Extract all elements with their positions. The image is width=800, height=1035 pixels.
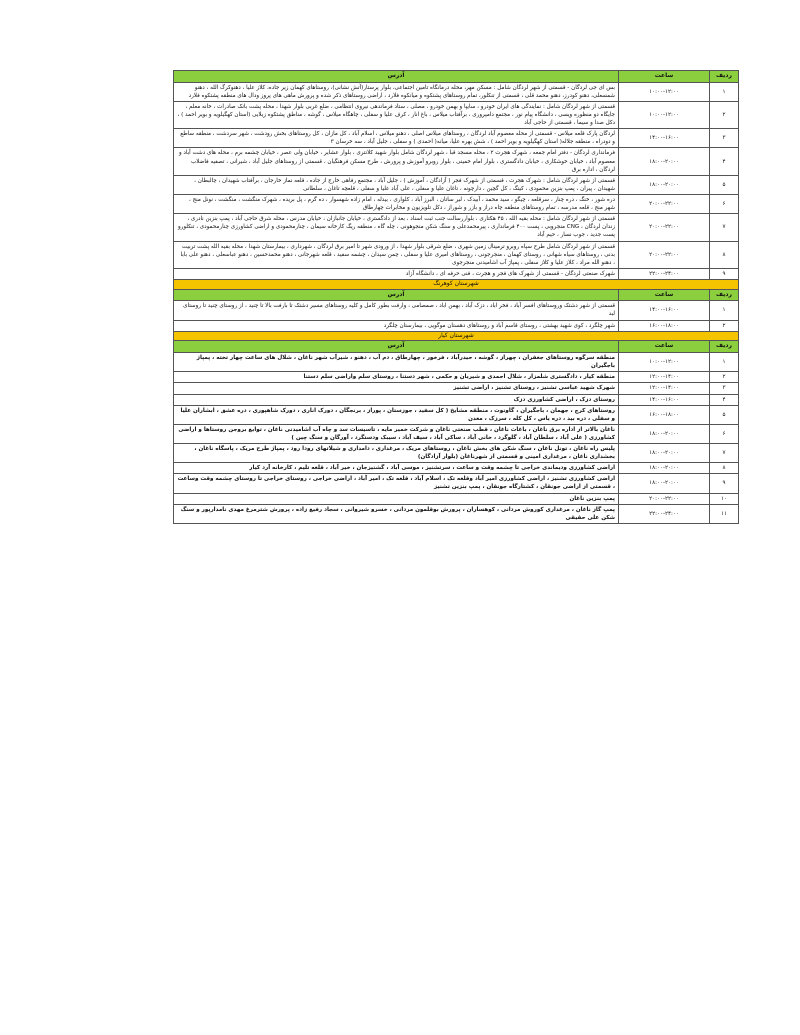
row-time: ۱۸:۰۰-۲۰:۰۰ xyxy=(619,444,710,463)
row-index: ۴ xyxy=(710,148,739,175)
row-address: پمپ گاز ناغان ، مرغداری کوروش مردانی ، کوهساران ، پرورش بوقلمون مردانی ، خسرو شیروانی ، سجاد رفیع زاده ، پرورش شترمرغ مهدی نامدارپور و سنگ شکن علی حقیقی xyxy=(174,504,619,523)
table-row xyxy=(174,474,739,493)
row-time: ۲۲:۰۰-۲۴:۰۰ xyxy=(619,268,710,279)
row-address: روستاهای کرچ ، جهمان ، باجگیران ، گاونوت ، منطقه مشایخ ( کل سفید ، جوزستان ، پوراز ، برنجگان ، دورک اناری ، دورک شاهپوری ، دره عشق ، ابشاران علیا و سفلی ، دره بید ، دره یاس ، کل کله ، سرزک ، معدن xyxy=(174,405,619,424)
section-title: شهرستان کیار xyxy=(174,331,739,341)
row-address: پمپ بنزین ناغان xyxy=(174,493,619,504)
header-row xyxy=(174,71,739,83)
row-address: منطقه سرگوه روستاهای جعفران ، چهراز ، گوشه ، حیدرآباد ، فرخور ، چهارطاق ، دم آب ، دهنو ، شیرآب شهر ناغان ، شلال های ساعت چهار تخته ، پمپاژ باجگیران xyxy=(174,353,619,372)
row-time: ۱۲:۰۰-۱۴:۰۰ xyxy=(619,383,710,394)
row-time: ۲۰:۰۰-۲۲:۰۰ xyxy=(619,214,710,241)
header-index: ردیف xyxy=(710,71,739,83)
row-time: ۱۰:۰۰-۱۲:۰۰ xyxy=(619,82,710,101)
row-index: ۲ xyxy=(710,372,739,383)
header-address: آدرس xyxy=(174,289,619,301)
table-row xyxy=(174,444,739,463)
row-index: ۶ xyxy=(710,195,739,214)
header-time: ساعت xyxy=(619,341,710,353)
table-row xyxy=(174,175,739,194)
table-row xyxy=(174,129,739,148)
table-row xyxy=(174,241,739,268)
header-address: آدرس xyxy=(174,71,619,83)
table-row xyxy=(174,372,739,383)
row-index: ۸ xyxy=(710,241,739,268)
table-row xyxy=(174,320,739,331)
row-index: ۹ xyxy=(710,268,739,279)
row-address: شهرک صنعتی لردگان - قسمتی از شهرک های فجر و هجرت ، فنی حرفه ای ، دانشگاه آزاد xyxy=(174,268,619,279)
row-index: ۶ xyxy=(710,424,739,443)
row-time: ۱۸:۰۰-۲۰:۰۰ xyxy=(619,148,710,175)
row-address: دره شور ، خنگ ، دره چنار ، سرقلعه ، چیگو ، سید محمد ، آبیدک ، لیر ساتان ، البرز آباد ، کلواری ، بیدله ، امام زاده شهسوار ، ده گرم ، پل بریده ، شهرک منگشت ، منگشت ، نونل منج ، شهر منج ، قلعه مدرسه ، تمام روستاهای منطقه چاه دراز و بازر و شوراز ، دکل تلویزیون و مخابرات چهارطاق xyxy=(174,195,619,214)
row-time: ۱۲:۰۰-۱۴:۰۰ xyxy=(619,372,710,383)
table-row xyxy=(174,148,739,175)
header-time: ساعت xyxy=(619,71,710,83)
row-address: قسمتی از شهر لردگان شامل : نمایندگی های ایران خودرو ، سایپا و بهمن خودرو ، مصلی ، ستاد فرماندهی نیروی انتظامی ، ضلع غربی بلوار شهدا ، محله پشت بانک صادرات ، خانه معلم ، جایگاه دو منظوره ویسی ، دانشگاه پیام نور ، مجتمع دامپروری ، برآفتاب میلاس ، باغ انار ، کرف علیا و سفلی ، چاهگاه میلاس ، گوشه ، مناطق پشتکوه زیلایی (استان کهگیلویه و بویر احمد ) ، دکل صدا و سیما ، قسمتی از حاجی آباد xyxy=(174,101,619,128)
table-row xyxy=(174,493,739,504)
row-address: شهر چلگرد ، کوی شهید بهشتی ، روستای قاسم آباد و روستاهای دهستان موگویی ، بیمارستان چلگرد xyxy=(174,320,619,331)
header-index: ردیف xyxy=(710,341,739,353)
row-address: قسمتی از شهر لردگان شامل طرح سپاه روبرو ترمینال زمین شهری ، ضلع شرقی بلوار شهدا ، از ورودی شهر تا امیر برق لردگان ، شهرداری ، بیمارستان شهدا ، محله بقیه الله پشت تربیت بدنی ، روستاهای سیاه شهانی ، روستای کهمان ، منجرجونی ، روستاهای امیری علیا و سفلی ، چمن سیدان ، چشمه سفید ، قلعه شهرجانی ، دهنو محمدحسین ، دهنو عباسعلی ، دهنو علی بابا ، دهنو الله مراد ، کلاز علیا و کلاز سفلی ، پمپاژ آب اشامیدنی منجرجوی xyxy=(174,241,619,268)
row-index: ۱۰ xyxy=(710,493,739,504)
table-row xyxy=(174,383,739,394)
row-address: قسمتی از شهر لردگان شامل : محله بقیه الله ، ۴۵ هکتاری ، بلواررسالت جنب ثبت اسناد ، بعد از دادگستری ، خیابان جانبازان ، خیابان مدرس ، محله شرق حاجی آباد ، پمپ بنزین نادری ، زندان لردگان ، CNG منجروبی ، پست ۴۰۰ فرمانداری ، پیرمحمدعلی و سنگ شکن منجوهونی ، چله گاه ، منطقه ریگ کارخانه سیمان ، چنارمحمودی و اراضی کشاورزی چنارمحمودی ، تنکلورو پست جدید ، جوب نسار ، حیم آباد xyxy=(174,214,619,241)
table-row xyxy=(174,463,739,474)
row-index: ۷ xyxy=(710,214,739,241)
row-time: ۱۶:۰۰-۱۸:۰۰ xyxy=(619,405,710,424)
row-address: ناغان بالاتر از اداره برق ناغان ، باغات ناغان ، قطب صنعتی ناغان و شرکت خمیر مایه ، تاسیسات سد و چاه آب اشامیدنی ناغان ، توابع بروجن روستاها و اراضی کشاورزی ( علی آباد ، سلطان آباد ، گلوگرد ، خانی آباد ، ساکی آباد ، سیف آباد ، سیبک ودستگرد ، آورگان و سنگ چین ) xyxy=(174,424,619,443)
row-time: ۱۴:۰۰-۱۶:۰۰ xyxy=(619,301,710,320)
row-address: فرمانداری لردگان - دفتر امام جمعه ، شهرک هجرت ۲ ، محله مسجد قبا ، شهر لردگان شامل بلوار شهید کلانتری ، بلوار عشایر ، خیابان ولی عصر ، خیابان چشمه برم ، محله های دشت آباد و معصوم آباد ، خیابان خوشکاری ، خیابان دادگستری ، بلوار امام خمینی ، بلوار روبرو آموزش و پرورش ، طرح مسکن فرهنگیان ، قسمتی از روستاهای جلیل آباد ، شیرانی ، تصفیه فاضلاب لردگان ، اداره برق xyxy=(174,148,619,175)
blackout-schedule-table xyxy=(173,70,739,524)
row-index: ۴ xyxy=(710,394,739,405)
row-index: ۱ xyxy=(710,353,739,372)
row-index: ۱ xyxy=(710,82,739,101)
section-title-row xyxy=(174,279,739,289)
row-index: ۱۱ xyxy=(710,504,739,523)
row-index: ۵ xyxy=(710,175,739,194)
table-row xyxy=(174,504,739,523)
header-index: ردیف xyxy=(710,289,739,301)
row-address: شهرک شهید عباسی تشنیز ، روستای تشنیز ، اراضی تشنیز xyxy=(174,383,619,394)
row-address: روستای دزک ، اراضی کشاورزی دزک xyxy=(174,394,619,405)
row-address: پلیس راه ناغان ، تونل ناغان ، سنگ شکن های بخش ناغان ، روستاهای مریک ، مرغداری ، دامداری و شیلاتهای رودا رود ، پمپاژ طرح مریک ، پاسگاه ناغان ، بخشداری ناغان ، مرغداری امینی و قسمتی از شهرناغان (بلوار آزادگان) xyxy=(174,444,619,463)
header-time: ساعت xyxy=(619,289,710,301)
row-time: ۲۲:۰۰-۲۴:۰۰ xyxy=(619,504,710,523)
row-time: ۱۰:۰۰-۱۲:۰۰ xyxy=(619,101,710,128)
row-time: ۱۸:۰۰-۲۰:۰۰ xyxy=(619,463,710,474)
row-time: ۱۶:۰۰-۱۸:۰۰ xyxy=(619,320,710,331)
row-time: ۲۰:۰۰-۲۲:۰۰ xyxy=(619,493,710,504)
table-row xyxy=(174,82,739,101)
table-row xyxy=(174,101,739,128)
section-title-row xyxy=(174,331,739,341)
row-time: ۱۸:۰۰-۲۰:۰۰ xyxy=(619,175,710,194)
row-address: قسمتی از شهر لردگان شامل : شهرک هجرت ، قسمتی از شهرک فجر ( آزادگان ، آموزش ) ، جلیل آباد ، مجتمع رفاهی خارج از جاده ، قلعه نماز خارجان ، برآفتاب شهیدان ، چالبطان ، شهیدان ، پیران ، پمپ بنزین محمودی ، کینگ ، کل گچین ، دارچونه ، تاغان علیا و سفلی ، علی آباد علیا و سفلی ، قلعچه تاغان ، سلطانی xyxy=(174,175,619,194)
row-address: منطقه کیار ، دادگستری شلمزار ، شلال احمدی و شیربان و حکمی ، شهر دستنا ، روستای سلم واراضی سلم دستنا xyxy=(174,372,619,383)
row-index: ۲ xyxy=(710,101,739,128)
table-row xyxy=(174,424,739,443)
row-index: ۱ xyxy=(710,301,739,320)
row-index: ۷ xyxy=(710,444,739,463)
row-address: لردگان پارک قلعه میلاس - قسمتی از محله معصوم آباد لردگان ، روستاهای میلاس اصلی ، دهنو میلاس ، اسلام آباد ، کل مازان ، کل روستاهای بخش رودشت ، شهر سردشت ، منطقه ساطع و دودراه ، منطقه جلاله( استان کهگیلویه و بویر احمد ) ، شش بهره علیا، میانه( احمدی ) و سفلی ، جلیل آباد ، سه خرسان ۳ xyxy=(174,129,619,148)
row-time: ۱۸:۰۰-۲۰:۰۰ xyxy=(619,474,710,493)
row-index: ۹ xyxy=(710,474,739,493)
row-time: ۱۰:۰۰-۱۲:۰۰ xyxy=(619,353,710,372)
row-time: ۱۴:۰۰-۱۶:۰۰ xyxy=(619,394,710,405)
table-row xyxy=(174,195,739,214)
table-row xyxy=(174,353,739,372)
row-address: بس ای جی لردگان - قسمتی از شهر لردگان شامل : مسکن مهر، محله درمانگاه تامین اجتماعی، بلوار پرستار(آتش نشانی)، روستاهای کهمان زیر جاده، کلاز علیا ، دهنوکرگ الله ، دهنو شمسعلی، دهنو کودرز، دهنو محمد قلی ، قسمتی از تنکلور، تمام روستاهای پشتکوه و میانکوه فلارد ، اراضی روستاهای ذکر شده و پرورش ماهی های پروز ودال های منطقه پشتکوه فلارد xyxy=(174,82,619,101)
section-title: شهرستان کوهرنگ xyxy=(174,279,739,289)
row-time: ۱۸:۰۰-۲۰:۰۰ xyxy=(619,424,710,443)
header-row xyxy=(174,289,739,301)
row-time: ۲۰:۰۰-۲۲:۰۰ xyxy=(619,241,710,268)
header-address: آدرس xyxy=(174,341,619,353)
row-address: قسمتی از شهر دشتک وروستاهای افسر آباد ، فخر اباد ، دزک آباد ، بهمن اباد ، صمصامی ، وارفت بطور کامل و کلیه روستاهای مسیر دشتک تا بارفت بالا تا چنید ، از روستای چنید تا روستای لبد xyxy=(174,301,619,320)
table-row xyxy=(174,214,739,241)
row-index: ۳ xyxy=(710,383,739,394)
row-address: اراضی کشاورزی تشنیز ، اراضی کشاورزی امیر آباد وقلعه تک ، اسلام آباد ، قلعه تک ، امیر آباد ، اراضی خراجی ، روستای خراجی تا روستای چشمه وقت وساعت ، قسمتی از اراضی جونقان ، کشتارگاه جونقان ، پمپ بنزین تشنیز xyxy=(174,474,619,493)
table-row xyxy=(174,301,739,320)
schedule-table-body xyxy=(174,71,739,524)
row-time: ۱۴:۰۰-۱۶:۰۰ xyxy=(619,129,710,148)
row-time: ۲۰:۰۰-۲۲:۰۰ xyxy=(619,195,710,214)
row-index: ۳ xyxy=(710,129,739,148)
table-row xyxy=(174,405,739,424)
row-index: ۲ xyxy=(710,320,739,331)
row-index: ۸ xyxy=(710,463,739,474)
row-index: ۵ xyxy=(710,405,739,424)
table-row xyxy=(174,394,739,405)
row-address: اراضی کشاورزی ودیماندی خراجی تا چشمه وقت و ساعت ، سرتشنیز ، موسی آباد ، گشنیزجان ، خیر آباد ، قلعه تلیم ، کارخانه آرد کیار xyxy=(174,463,619,474)
header-row xyxy=(174,341,739,353)
table-row xyxy=(174,268,739,279)
